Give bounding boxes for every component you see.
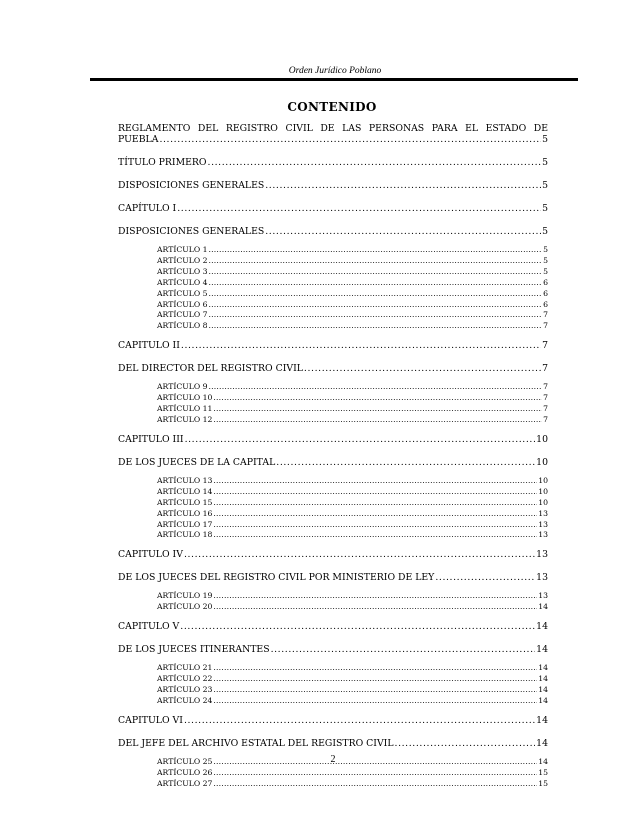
dot-leader <box>213 393 542 404</box>
toc-page-number: 10 <box>536 456 548 468</box>
toc-page-number: 10 <box>538 475 548 485</box>
dot-leader <box>213 663 537 674</box>
toc-article-label: ARTÍCULO 6 <box>157 299 208 309</box>
toc-entry[interactable] <box>118 157 548 168</box>
toc-entry-label-line1: REGLAMENTO DEL REGISTRO CIVIL DE LAS PERSONAS PARA EL ESTADO DE <box>118 123 548 134</box>
toc-article-label: ARTÍCULO 11 <box>157 404 213 414</box>
toc-article-entry[interactable] <box>157 300 548 311</box>
toc-article-entry[interactable] <box>157 768 548 779</box>
toc-article-label: ARTÍCULO 14 <box>157 486 213 496</box>
toc-entry-label-line2: PUEBLA <box>118 134 159 145</box>
dot-leader <box>185 434 536 445</box>
toc-page-number: 13 <box>538 508 548 518</box>
toc-article-entry[interactable] <box>157 779 548 790</box>
toc-page-number: 5 <box>543 245 548 254</box>
toc-article-label: ARTÍCULO 13 <box>157 475 213 485</box>
toc-article-label: ARTÍCULO 9 <box>157 382 208 392</box>
dot-leader <box>213 404 542 415</box>
dot-leader <box>213 520 537 531</box>
toc-article-entry[interactable] <box>157 696 548 707</box>
toc-article-entry[interactable] <box>157 415 548 426</box>
article-list <box>118 476 548 541</box>
toc-entry-label: DEL JEFE DEL ARCHIVO ESTATAL DEL REGISTRO CIVIL <box>118 737 394 749</box>
header-rule <box>90 78 578 81</box>
toc-page-number: 14 <box>538 684 548 694</box>
dot-leader <box>395 738 536 749</box>
toc-entry[interactable] <box>118 457 548 468</box>
toc-page-number: 13 <box>536 572 548 584</box>
toc-article-label: ARTÍCULO 24 <box>157 695 213 705</box>
toc-entry-label: CAPITULO III <box>118 433 184 445</box>
dot-leader <box>213 476 537 487</box>
toc-page-number: 14 <box>536 737 548 749</box>
toc-entry[interactable] <box>118 203 548 214</box>
toc-article-entry[interactable] <box>157 256 548 267</box>
toc-article-label: ARTÍCULO 21 <box>157 663 213 673</box>
toc-heading: CONTENIDO <box>287 100 377 114</box>
toc-article-entry[interactable] <box>157 278 548 289</box>
toc-page-number: 7 <box>543 382 548 392</box>
toc-page-number: 5 <box>542 180 548 191</box>
toc-entry[interactable] <box>118 180 548 191</box>
dot-leader <box>271 644 536 655</box>
toc-article-entry[interactable] <box>157 289 548 300</box>
toc-entry-label: CAPITULO IV <box>118 549 183 561</box>
dot-leader <box>159 134 541 145</box>
dot-leader <box>208 245 542 256</box>
article-list <box>118 663 548 707</box>
toc-article-entry[interactable] <box>157 591 548 602</box>
toc-article-label: ARTÍCULO 27 <box>157 778 213 788</box>
dot-leader <box>208 310 542 321</box>
toc-page-number: 6 <box>543 277 548 287</box>
toc-entry-label: DE LOS JUECES DE LA CAPITAL <box>118 456 276 468</box>
dot-leader <box>208 278 542 289</box>
dot-leader <box>184 715 535 726</box>
running-header: Orden Jurídico Poblano <box>288 66 382 76</box>
toc-entry[interactable] <box>118 549 548 560</box>
dot-leader <box>213 498 537 509</box>
toc-page-number: 7 <box>543 321 548 331</box>
toc-page-number: 5 <box>542 134 548 145</box>
toc-entry-label: CAPITULO VI <box>118 714 183 726</box>
toc-page-number: 14 <box>536 621 548 633</box>
toc-page-number: 7 <box>542 363 548 375</box>
toc-article-entry[interactable] <box>157 382 548 393</box>
toc-page-number: 5 <box>542 203 548 214</box>
dot-leader <box>213 591 537 602</box>
toc-article-label: ARTÍCULO 10 <box>157 393 213 403</box>
toc-entry-label: TÍTULO PRIMERO <box>118 157 207 168</box>
toc-entry-label: CAPÍTULO I <box>118 203 177 214</box>
toc-page-number: 15 <box>538 767 548 777</box>
toc-page-number: 5 <box>542 226 548 237</box>
toc-article-entry[interactable] <box>157 674 548 685</box>
toc-page-number: 14 <box>538 663 548 673</box>
toc-page-number: 15 <box>538 778 548 788</box>
article-list <box>118 591 548 613</box>
toc-article-label: ARTÍCULO 16 <box>157 508 213 518</box>
dot-leader <box>208 300 542 311</box>
toc-article-entry[interactable] <box>157 509 548 520</box>
toc-article-entry[interactable] <box>157 267 548 278</box>
toc-page-number: 13 <box>536 549 548 561</box>
toc-article-label: ARTÍCULO 17 <box>157 519 213 529</box>
toc-page-number: 10 <box>538 486 548 496</box>
dot-leader <box>213 415 542 426</box>
toc-article-label: ARTÍCULO 23 <box>157 684 213 694</box>
toc-article-entry[interactable] <box>157 530 548 541</box>
toc-entry-reglamento[interactable] <box>118 123 548 145</box>
toc-article-label: ARTÍCULO 26 <box>157 767 213 777</box>
toc-page-number: 7 <box>542 340 548 352</box>
dot-leader <box>213 768 537 779</box>
toc-page-number: 10 <box>538 497 548 507</box>
toc-page-number: 5 <box>543 266 548 276</box>
toc-article-entry[interactable] <box>157 321 548 332</box>
toc-article-label: ARTÍCULO 7 <box>157 310 208 320</box>
toc-article-entry[interactable] <box>157 245 548 256</box>
dot-leader <box>180 621 535 632</box>
toc-article-label: ARTÍCULO 20 <box>157 602 213 612</box>
dot-leader <box>213 602 537 613</box>
toc-entry-label: CAPITULO II <box>118 340 180 352</box>
toc-list <box>118 157 548 789</box>
dot-leader <box>184 549 535 560</box>
toc-entry-label: DISPOSICIONES GENERALES <box>118 180 265 191</box>
toc-entry[interactable] <box>118 226 548 237</box>
toc-article-entry[interactable] <box>157 602 548 613</box>
toc-entry-label: DISPOSICIONES GENERALES <box>118 226 265 237</box>
toc-entry[interactable] <box>118 572 548 583</box>
toc-article-label: ARTÍCULO 4 <box>157 277 208 287</box>
toc-page-number: 14 <box>538 602 548 612</box>
toc-entry[interactable] <box>118 363 548 374</box>
toc-page-number: 13 <box>538 530 548 540</box>
toc-entry[interactable] <box>118 434 548 445</box>
toc-page-number: 5 <box>543 255 548 265</box>
dot-leader <box>213 685 537 696</box>
dot-leader <box>213 509 537 520</box>
toc-entry-label: DE LOS JUECES ITINERANTES <box>118 644 270 656</box>
dot-leader <box>213 674 537 685</box>
dot-leader <box>265 180 541 191</box>
toc-page-number: 14 <box>536 644 548 656</box>
dot-leader <box>208 256 542 267</box>
toc-entry-label: CAPITULO V <box>118 621 180 633</box>
toc-article-label: ARTÍCULO 3 <box>157 266 208 276</box>
dot-leader <box>208 267 542 278</box>
toc-article-label: ARTÍCULO 15 <box>157 497 213 507</box>
toc-article-entry[interactable] <box>157 310 548 321</box>
toc-page-number: 13 <box>538 519 548 529</box>
toc-article-entry[interactable] <box>157 663 548 674</box>
article-list <box>118 245 548 332</box>
toc-article-entry[interactable] <box>157 404 548 415</box>
toc-entry-label: DEL DIRECTOR DEL REGISTRO CIVIL <box>118 363 303 375</box>
toc-article-label: ARTÍCULO 1 <box>157 245 208 254</box>
toc-page-number: 7 <box>543 414 548 424</box>
toc-entry[interactable] <box>118 340 548 351</box>
dot-leader <box>276 457 535 468</box>
toc-article-label: ARTÍCULO 2 <box>157 255 208 265</box>
toc-page-number: 14 <box>538 756 548 766</box>
toc-page-number: 7 <box>543 310 548 320</box>
dot-leader <box>177 203 541 214</box>
page-number: 2 <box>330 754 336 765</box>
toc-page-number: 14 <box>538 695 548 705</box>
toc-article-entry[interactable] <box>157 498 548 509</box>
toc-page-number: 13 <box>538 591 548 601</box>
toc-article-entry[interactable] <box>157 476 548 487</box>
toc-article-label: ARTÍCULO 19 <box>157 591 213 601</box>
dot-leader <box>213 487 537 498</box>
toc-entry[interactable] <box>118 621 548 632</box>
toc-entry[interactable] <box>118 738 548 749</box>
article-list <box>118 382 548 426</box>
toc-article-label: ARTÍCULO 25 <box>157 756 213 766</box>
toc-article-label: ARTÍCULO 5 <box>157 288 208 298</box>
dot-leader <box>208 157 542 168</box>
dot-leader <box>265 226 541 237</box>
toc-article-entry[interactable] <box>157 487 548 498</box>
toc-page-number: 7 <box>543 404 548 414</box>
dot-leader <box>181 340 541 351</box>
toc-page-number: 6 <box>543 288 548 298</box>
toc-page-number: 7 <box>543 393 548 403</box>
dot-leader <box>213 779 537 790</box>
dot-leader <box>208 289 542 300</box>
toc-entry[interactable] <box>118 644 548 655</box>
toc-page-number: 5 <box>542 157 548 168</box>
toc-page-number: 6 <box>543 299 548 309</box>
dot-leader <box>304 363 541 374</box>
toc-article-label: ARTÍCULO 8 <box>157 321 208 331</box>
dot-leader <box>208 321 542 332</box>
dot-leader <box>208 382 542 393</box>
toc-article-entry[interactable] <box>157 393 548 404</box>
toc-entry-label: DE LOS JUECES DEL REGISTRO CIVIL POR MINISTERIO DE LEY <box>118 572 435 584</box>
toc-article-label: ARTÍCULO 12 <box>157 414 213 424</box>
toc-article-entry[interactable] <box>157 520 548 531</box>
dot-leader <box>213 696 537 707</box>
table-of-contents <box>118 123 548 797</box>
toc-page-number: 14 <box>538 674 548 684</box>
toc-page-number: 14 <box>536 714 548 726</box>
toc-article-entry[interactable] <box>157 685 548 696</box>
toc-article-label: ARTÍCULO 18 <box>157 530 213 540</box>
toc-page-number: 10 <box>536 433 548 445</box>
toc-entry[interactable] <box>118 715 548 726</box>
toc-article-label: ARTÍCULO 22 <box>157 674 213 684</box>
dot-leader <box>213 530 537 541</box>
dot-leader <box>435 572 535 583</box>
